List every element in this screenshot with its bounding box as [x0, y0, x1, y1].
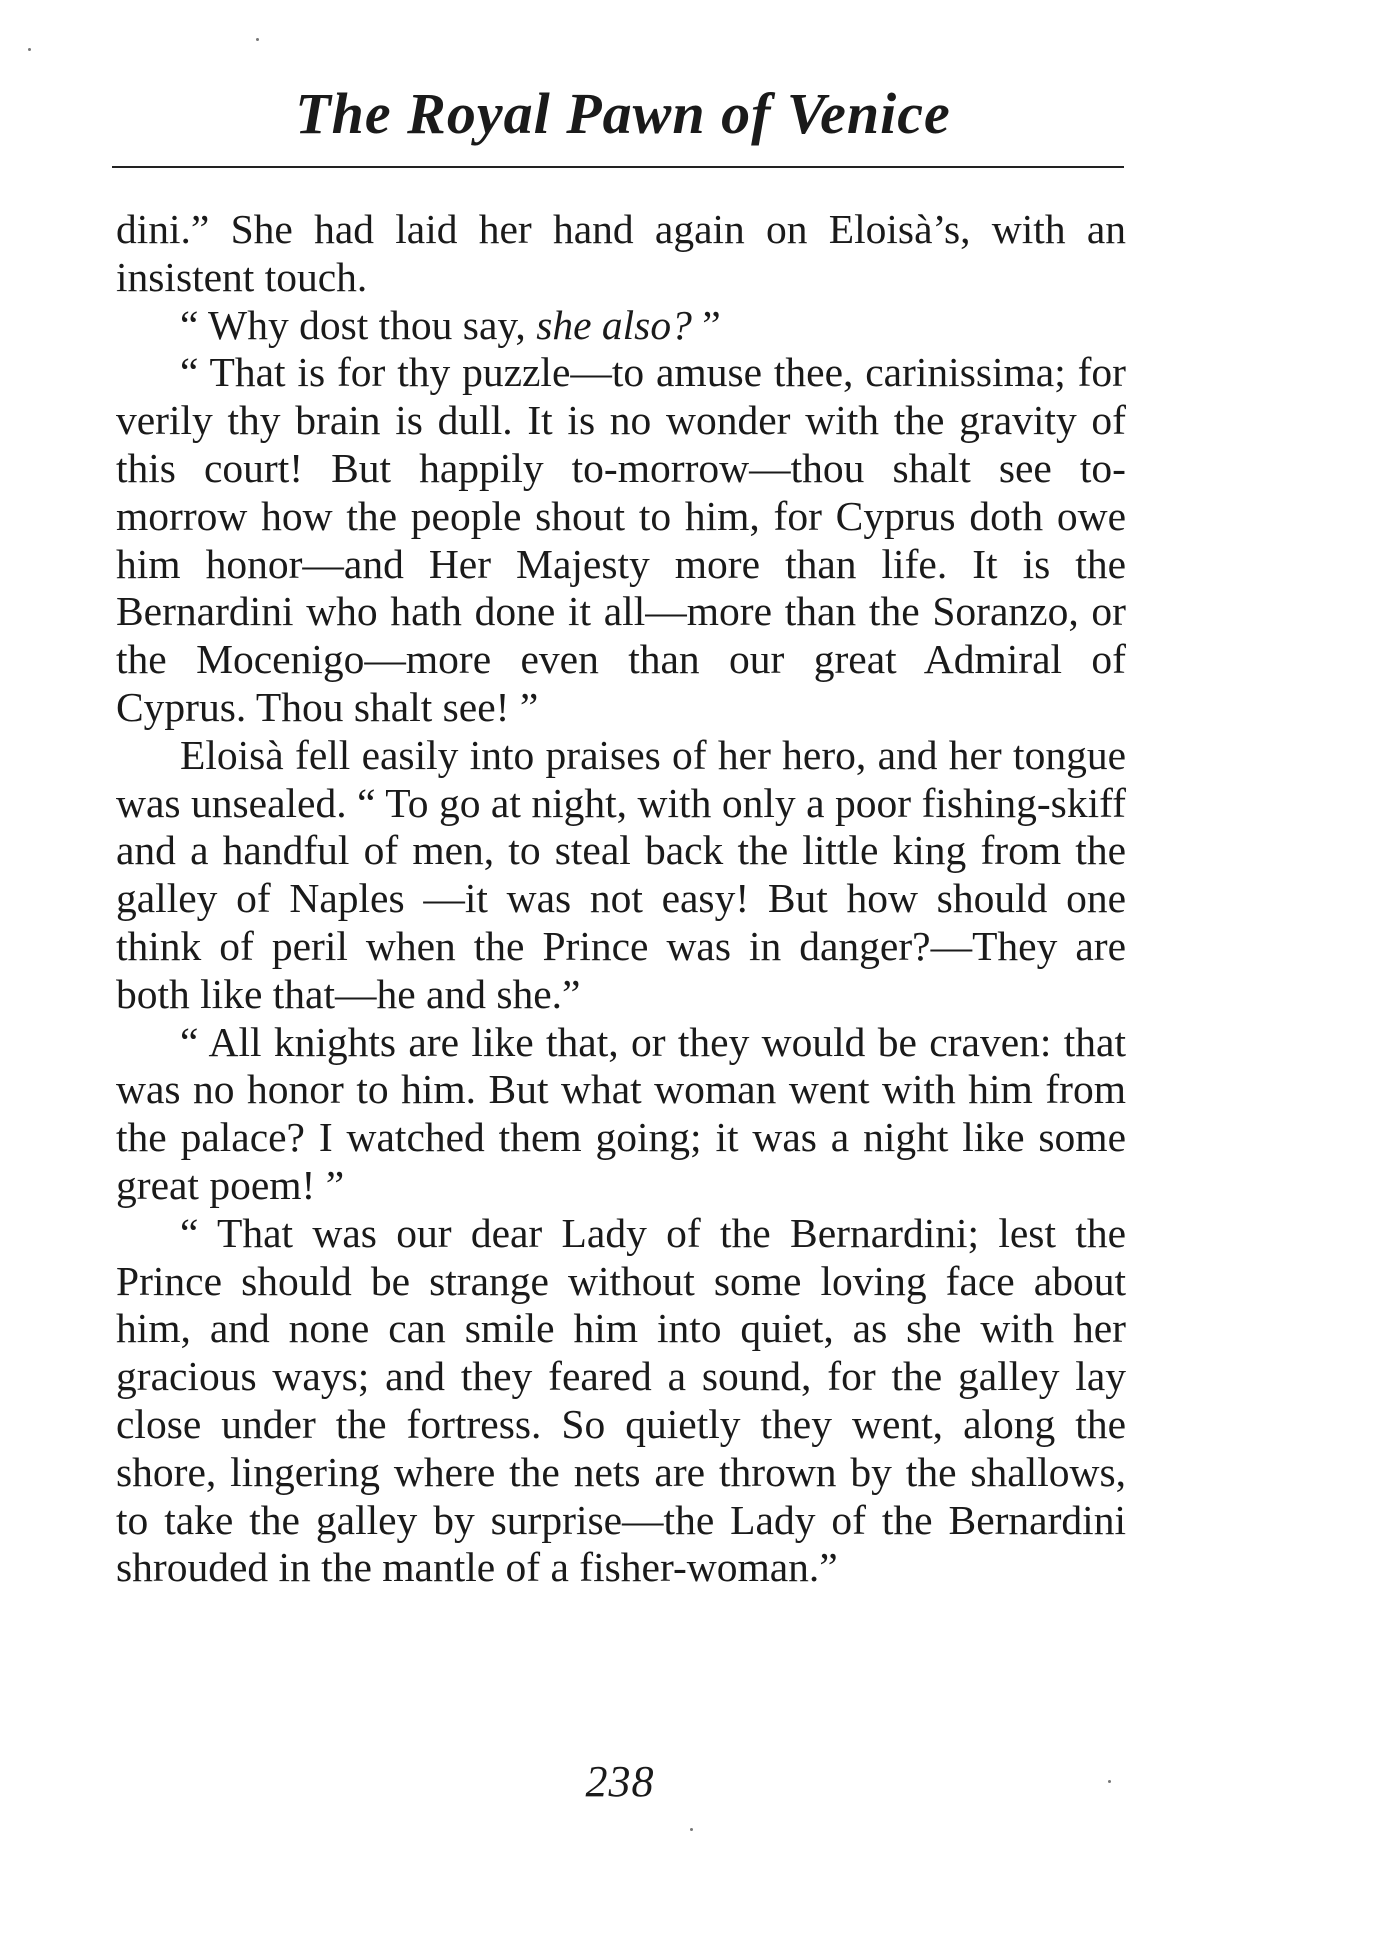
body-text	[116, 206, 1126, 1592]
emphasis-text: she also?	[536, 301, 692, 348]
paragraph: Eloisà fell easily into praises of her hero, and her tongue was unsealed. “ To go at night, with only a poor fishing-skiff and a handful of men, to steal back the little king from the galley of Naples —it was not easy! But how should one think of peril when the Prince was in danger?—They are both like that—he and she.”	[116, 731, 1126, 1017]
paragraph	[116, 302, 1126, 350]
paper-speck	[256, 38, 259, 41]
paper-speck	[28, 48, 31, 51]
header-rule	[112, 166, 1124, 168]
paper-speck	[1108, 1780, 1111, 1783]
page-number: 238	[585, 1757, 655, 1806]
paragraph: “ All knights are like that, or they would be craven: that was no honor to him. But what woman went with him from the palace? I watched them going; it was a night like some great poem! ”	[116, 1018, 1126, 1208]
dialogue-text: ”	[691, 301, 721, 348]
paragraph: “ That was our dear Lady of the Bernardini; lest the Prince should be strange without some loving face about him, and none can smile him into quiet, as she with her gracious ways; and they feared a sound, for the galley lay close under the fortress. So quietly they went, along the shore, lingering where the nets are thrown by the shallows, to take the galley by surprise—the Lady of the Bernardini shrouded in the mantle of a fisher-woman.”	[116, 1209, 1126, 1591]
paragraph: “ That is for thy puzzle—to amuse thee, carinissima; for verily thy brain is dull. It is no wonder with the gravity of this court! But happily to-morrow—thou shalt see to-morrow how the people shout to him, for Cyprus doth owe him honor—and Her Majesty more than life. It is the Bernardini who hath done it all—more than the Soranzo, or the Mocenigo—more even than our great Admiral of Cyprus. Thou shalt see! ”	[116, 349, 1126, 730]
dialogue-text: “ Why dost thou say,	[180, 301, 537, 348]
paragraph: dini.” She had laid her hand again on Eloisà’s, with an insistent touch.	[116, 206, 1126, 300]
paper-speck	[690, 1828, 693, 1831]
running-head: The Royal Pawn of Venice	[295, 81, 951, 146]
